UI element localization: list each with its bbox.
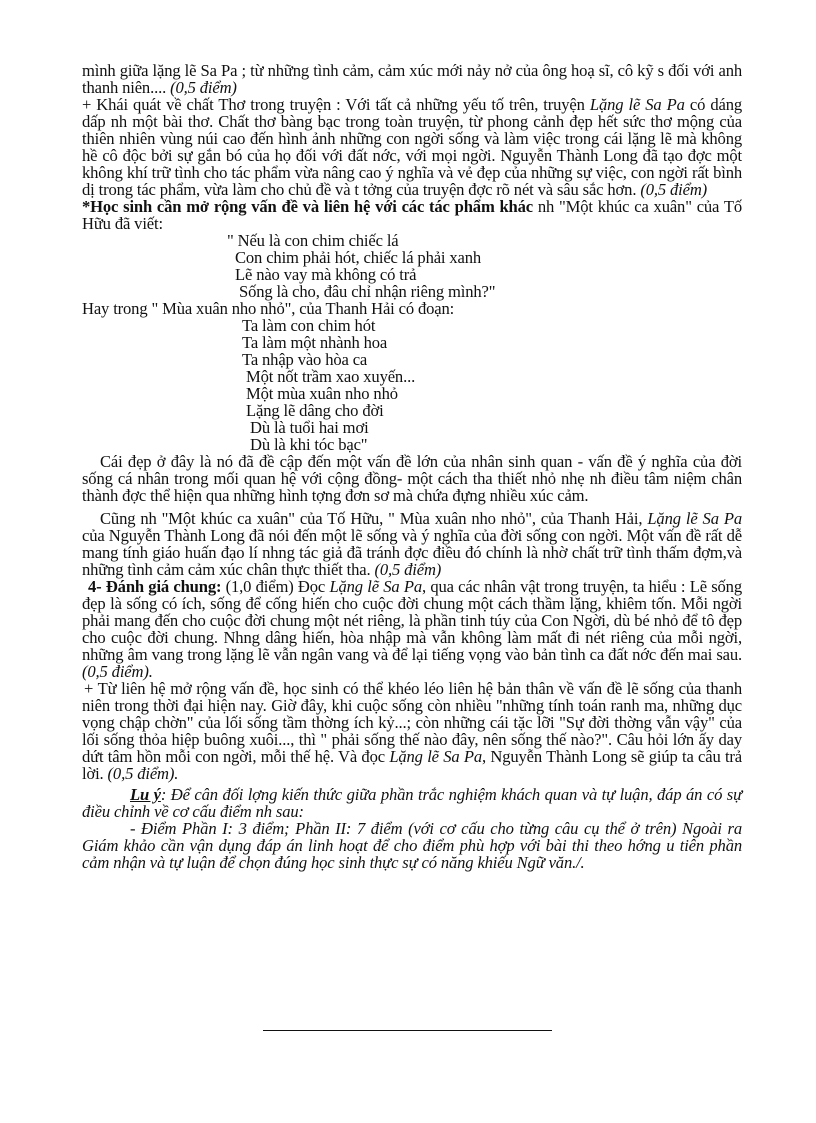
- paragraph-text: , Nguyễn Thành Long sẽ giúp ta câu trả lời.: [82, 747, 742, 783]
- paragraph-text: Cũng nh "Một khúc ca xuân" của Tố Hữu, " Mùa xuân nho nhỏ", của Thanh Hải,: [100, 509, 648, 528]
- poem-line: Dù là tuổi hai mơi: [242, 418, 369, 437]
- document-page: [82, 62, 742, 871]
- paragraph-text: , qua các nhân vật trong truyện, ta hiểu : Lẽ sống đẹp là sống có ích, sống để cống hiến cho cuộc đời chung một cách thầm lặng, khiêm tốn. Mỗi ngời phải mang đến cho cuộc đời chung một nét riêng, là phần tinh túy của Con Ngời, dù bé nhỏ để tô đẹp cho cuộc đời chung. Nhng dâng hiến, hòa nhập mà vẫn không làm mất đi nét riêng của mỗi ngời, những âm vang trong lặng lẽ vẫn ngân vang và để lại tiếng vọng vào bản tình ca đất nớc đến mai sau.: [82, 577, 742, 664]
- paragraph-text: mình giữa lặng lẽ Sa Pa ; từ những tình cảm, cảm xúc mới nảy nở của ông hoạ sĩ, cô kỹ s đối với anh thanh niên....: [82, 61, 742, 97]
- poem-line: Sống là cho, đâu chỉ nhận riêng mình?": [227, 282, 496, 301]
- paragraph-note: [82, 786, 742, 820]
- work-title: Lặng lẽ Sa Pa: [589, 95, 685, 114]
- paragraph-text: : Để cân đối lợng kiến thức giữa phần trắc nghiệm khách quan và tự luận, đáp án có sự điều chỉnh về cơ cấu điểm nh sau:: [82, 785, 742, 821]
- paragraph-extension: [82, 198, 742, 232]
- paragraph-thanh-hai-intro: Hay trong " Mùa xuân nho nhỏ", của Thanh Hải có đoạn:: [82, 299, 455, 318]
- score-note: (0,5 điểm).: [107, 764, 179, 783]
- score-note: (0,5 điểm).: [82, 662, 153, 681]
- paragraph-comparison: [82, 510, 742, 578]
- work-title: Lặng lẽ Sa Pa: [647, 509, 742, 528]
- poem-line: Lẽ nào vay mà không có trả: [227, 265, 417, 284]
- score-note: (0,5 điểm): [640, 180, 708, 199]
- paragraph-text: + Khái quát về chất Thơ trong truyện : Với tất cả những yếu tố trên, truyện: [82, 95, 590, 114]
- paragraph-intro: [82, 62, 742, 96]
- paragraph-beauty: Cái đẹp ở đây là nó đã đề cập đến một vấn đề lớn của nhân sinh quan - vấn đề ý nghĩa của đời sống cá nhân trong mối quan hệ với cộng đồng- một cách tha thiết nhỏ nhẹ nh điều tâm niệm chân thành đợc thể hiện qua những hình tợng đơn sơ mà chứa đựng nhiều xúc cảm.: [82, 452, 742, 505]
- paragraph-text: nh "Một khúc ca xuân" của Tố Hữu đã viết:: [82, 197, 742, 233]
- bold-heading: *Học sinh cần mở rộng vấn đề và liên hệ với các tác phẩm khác: [82, 197, 533, 216]
- paragraph-text: (1,0 điểm) Đọc: [221, 577, 330, 596]
- poem-line: " Nếu là con chim chiếc lá: [227, 231, 399, 250]
- paragraph-poetic-quality: [82, 96, 742, 198]
- poem-line: Dù là khi tóc bạc": [242, 435, 368, 454]
- poem-line: Ta nhập vào hòa ca: [242, 350, 368, 369]
- paragraph-text: có dáng dấp nh một bài thơ. Chất thơ bàng bạc trong toàn truyện, từ phong cảnh đẹp hết sức thơ mộng của thiên nhiên vùng núi cao đến hình ảnh những con ngời sống và làm việc trong cái lặng lẽ mà không hề cô độc bởi sự gắn bó của họ đối với đất nớc, với mọi ngời. Nguyễn Thành Long đã tạo đợc một không khí trữ tình cho tác phẩm vừa nâng cao ý nghĩa và vẻ đẹp của những sự việc, con ngời rất bình dị trong tác phẩm, vừa làm cho chủ đề và t tởng của truyện đợc rõ nét và sâu sắc hơn.: [82, 95, 742, 199]
- poem-line: Lặng lẽ dâng cho đời: [242, 401, 384, 420]
- paragraph-youth-lifestyle: [82, 680, 742, 782]
- poem-to-huu: [82, 232, 742, 300]
- paragraph-note-scoring: - Điểm Phần I: 3 điểm; Phần II: 7 điểm (với cơ cấu cho từng câu cụ thể ở trên) Ngoài ra Giám khảo cần vận dụng đáp án linh hoạt để cho điểm phù hợp với bài thi theo hớng u tiên phần cảm nhận và tự luận để chọn đúng học sinh thực sự có năng khiếu Ngữ văn./.: [82, 819, 742, 872]
- poem-line: Ta làm con chim hót: [242, 316, 376, 335]
- note-label: Lu ý: [130, 785, 161, 804]
- work-title: Lặng lẽ Sa Pa: [329, 577, 423, 596]
- work-title: Lặng lẽ Sa Pa: [389, 747, 483, 766]
- paragraph-text: + Từ liên hệ mở rộng vấn đề, học sinh có thể khéo léo liên hệ bản thân về vấn đề lẽ sống của thanh niên trong thời đại hiện nay. Giờ đây, khi cuộc sống còn nhiều "những tính toán ranh ma, những dục vọng chập chờn" của lối sống tầm thờng ích kỷ...; còn những cái tặc lỡi "Sự đời thờng vẫn vậy" của lối sống thỏa hiệp buông xuôi..., thì " phải sống thế nào đây, nên sống thế nào?". Câu hỏi lớn ấy day dứt tâm hồn mỗi con ngời, mỗi thế hệ. Và đọc: [82, 679, 742, 766]
- score-note: (0,5 điểm): [170, 78, 237, 97]
- poem-line: Một nốt trầm xao xuyến...: [242, 367, 416, 386]
- section-heading: 4- Đánh giá chung:: [88, 577, 222, 596]
- score-note: (0,5 điểm): [374, 560, 442, 579]
- closing-rule: [263, 1030, 552, 1031]
- poem-thanh-hai: [82, 317, 742, 453]
- poem-line: Ta làm một nhành hoa: [242, 333, 388, 352]
- paragraph-text: của Nguyễn Thành Long đã nói đến một lẽ sống và ý nghĩa của đời sống con ngời. Một vấn đề rất dễ mang tính giáo huấn đạo lí nhng tác giả đã tránh đợc điều đó chính là nhờ chất trữ tình thấm đợm,và những tình cảm cảm xúc chân thực thiết tha.: [82, 526, 742, 579]
- poem-line: Con chim phải hót, chiếc lá phải xanh: [227, 248, 482, 267]
- poem-line: Một mùa xuân nho nhỏ: [242, 384, 398, 403]
- paragraph-general-evaluation: [82, 578, 742, 680]
